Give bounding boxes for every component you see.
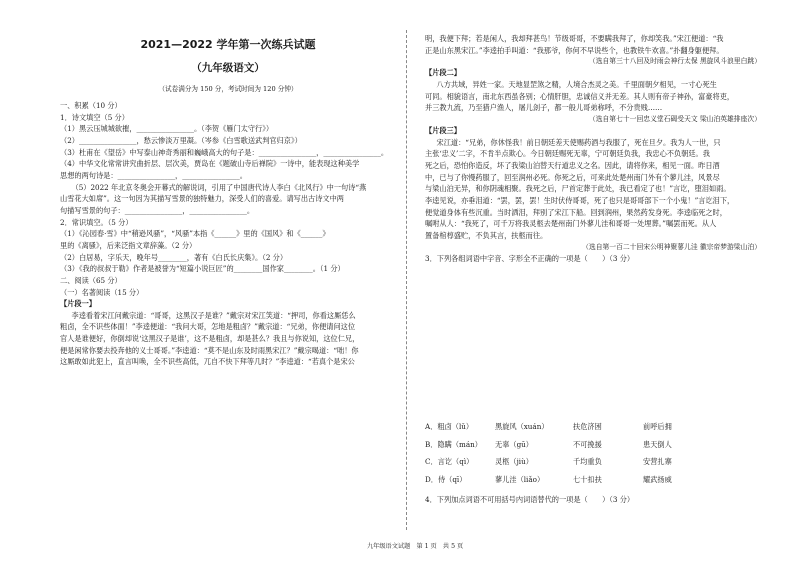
q3-option-cell: 患天倒人: [643, 439, 672, 449]
right-text-line: （选自第三十八回及时雨会神行太保 黑旋风斗浪里白跳）: [588, 57, 761, 66]
right-text-line: 中，已与了你慢药服了，回至润州必死。你死之后，可来此处楚州南门外有个蓼儿洼，风景尽: [425, 172, 720, 182]
right-text-line: 与梁山泊无异，和你阴魂相聚。我死之后，尸首定葬于此处，我已看定了也！”言讫，堕泪如雨。: [425, 184, 731, 194]
left-text-line: （2）________________，愁云惨淡万里凝。（岑参《白雪歌送武判官归京》）: [60, 135, 302, 145]
left-text-line: 一、积累（10 分）: [60, 101, 122, 110]
page-subtitle: （九年级语文）: [191, 62, 265, 74]
left-text-line: 2．常识填空。（5 分）: [60, 217, 133, 227]
right-text-line: 八方共域，异姓一家。天地显罡煞之精，人境合杰灵之美。千里面朝夕相见，一寸心死生: [436, 79, 717, 89]
left-text-line: 1．诗文填空（5 分）: [60, 112, 129, 122]
right-text-line: （选自第七十一回忠义堂石碣受天文 梁山泊英雄排座次）: [588, 114, 761, 123]
q3-option-cell: 前呼后拥: [643, 422, 672, 431]
right-text-line: 【片段二】: [425, 68, 461, 78]
q3-option-cell: 无辜（gū）: [495, 439, 533, 449]
left-text-line: （1）黑云压城城欲摧，________________。（李贺《雁门太守行》）: [60, 124, 274, 134]
left-text-line: 山雪花大如席”。这一句因为其描写雪景的独特魅力，深受人们的喜爱。请写出古诗文中两: [60, 194, 344, 204]
left-body: [60, 100, 396, 368]
left-text-line: （4）中华文化常常讲究曲折层、层次美，贾岛在《题破山寺后禅院》一诗中，能表现这种美学: [60, 159, 360, 169]
right-text-line: 宋江道：“兄弟，你休怪我！前日朝廷差天使赐药酒与我服了，死在旦夕。我为人一世，只: [436, 137, 721, 147]
right-text-line: 可同。相貌语言，南北东西虽各别；心情肝胆，忠诚信义并无差。其人则有帝子神孙，富豪将吏，: [425, 91, 735, 101]
left-text-line: （2）白居易，字乐天，晚年号________，著有《白氏长庆集》。（2 分）: [60, 252, 288, 262]
q3-option-cell: 蓼儿洼（liǎo）: [495, 474, 545, 484]
left-text-line: 这厮敢如此犯上，直言叫唤，全不识些高低，兀自不快下拜等几时？”李逵道：“若真个是宋公: [60, 357, 355, 367]
left-text-line: （1）《沁园春·雪》中“稍逊风骚”，“风骚”本指《______》里的《国风》和《______》: [60, 229, 330, 239]
q3-option-cell: A．粗卤（lǔ）: [425, 422, 474, 431]
q4-question: [425, 494, 761, 506]
left-text-line: （5）2022 年北京冬奥会开幕式的解说词，引用了中国唐代诗人李白《北风行》中一句诗“燕: [71, 182, 367, 192]
right-text-line: 明，我便下拜；若是闲人，我却拜甚鸟！节级哥哥，不要瞒我拜了，你却笑我。”宋江便道：“我: [425, 34, 724, 43]
right-text-line: 正是山东黑宋江。”李逵拍手叫道：“我那爷，你何不早说些个，也教铁牛欢喜。”扑翻身躯便拜。: [425, 45, 724, 55]
q3-option-cell: 扶危济困: [573, 422, 602, 431]
right-text-line: 主张‘忠义’二字，不肯半点欺心。今日朝廷赐死无辜，宁可朝廷负我，我忠心不负朝廷。我: [425, 149, 710, 159]
right-text-line: 并三教九流，乃至猎户渔人，屠儿刽子，都一般儿哥弟称呼，不分贵贱……: [425, 103, 663, 113]
left-text-line: 官人是谁便好，你倒却说‘这黑汉子是谁’，这不是粗卤，却是甚么？我且与你说知，这位仁兄，: [60, 334, 360, 344]
left-text-line: （一）名著阅读（15 分）: [60, 287, 144, 297]
right-body: [425, 33, 761, 264]
q3-options: [425, 421, 761, 492]
right-text-line: 【片段三】: [425, 125, 461, 135]
q3-option-row: [425, 474, 761, 486]
right-text-line: 3．下列各组词语中字音、字形全不正确的一项是（ ）（3 分）: [425, 253, 635, 263]
q3-option-cell: 耀武扬威: [643, 474, 672, 484]
left-text-line: 思想的两句诗是：________________，________________。: [60, 170, 247, 180]
page-footer: 九年级语文试题 第 1 页 共 5 页: [367, 543, 464, 550]
left-text-line: 李逵看着宋江问戴宗道：“哥哥，这黑汉子是谁？”戴宗对宋江笑道：“押司，你看这厮恁么: [71, 310, 356, 320]
q3-option-cell: D．侍（qī）: [425, 474, 467, 484]
q3-option-row: [425, 421, 761, 433]
q3-option-row: [425, 439, 761, 451]
q3-option-row: [425, 456, 761, 468]
left-text-line: 粗卤，全不识些体面！”李逵便道：“我问大哥，怎地是粗卤？”戴宗道：“兄弟，你便请问这位: [60, 322, 356, 332]
right-text-line: 李逵见说，亦垂泪道：“罢，罢，罢！生时伏侍哥哥，死了也只是哥哥部下一个小鬼！”言讫泪下，: [425, 195, 735, 205]
left-column: [60, 0, 396, 561]
left-text-line: 【片段一】: [60, 299, 96, 309]
left-text-line: （3）《我的叔叔于勒》作者是被誉为“短篇小说巨匠”的________国作家________。（1 分）: [60, 264, 345, 274]
right-text-line: 嘱咐从人：“我死了，可千万将我灵柩去楚州南门外蓼儿洼和哥哥一处埋葬。”嘱罢而死。从人: [425, 219, 717, 229]
q4-text: 4．下列加点词语不可用括号内词语替代的一项是（ ）（3 分）: [425, 495, 635, 504]
page-title: 2021—2022 学年第一次练兵试题: [140, 38, 316, 51]
q3-option-cell: 七十扣扶: [573, 474, 602, 484]
right-column: [425, 0, 761, 561]
q3-option-cell: B．隐瞒（mán）: [425, 439, 482, 449]
left-text-line: （3）杜甫在《望岳》中写泰山神奇秀丽和巍峨高大的句子是：________________，________________。: [60, 147, 389, 157]
right-text-line: 死之后，恐怕你造反，坏了我梁山泊替天行道忠义之名。因此，请将你来，相见一面。昨日酒: [425, 160, 720, 170]
q3-option-cell: 灵柩（jiù）: [495, 457, 533, 467]
left-text-line: 里的《离骚》，后来泛指文章辞藻。（2 分）: [60, 240, 197, 250]
right-text-line: 置备棺椁盛贮，不负其言，扶柩而往。: [425, 230, 548, 240]
q3-option-cell: 黑旋风（xuán）: [495, 422, 549, 431]
right-text-line: 便觉道身体有些沉重。当时洒泪，拜别了宋江下船。回到润州，果然药发身死。李逵临死之时，: [425, 207, 727, 217]
q3-option-cell: 不可挽援: [573, 439, 602, 449]
right-text-line: （选自第一百二十回宋公明神聚蓼儿洼 徽宗帝梦游梁山泊）: [582, 242, 761, 251]
q3-option-cell: 安营扎寨: [643, 457, 672, 467]
column-divider: [406, 30, 407, 530]
q3-option-cell: C．言讫（qì）: [425, 457, 474, 467]
exam-note: （试卷满分为 150 分，考试时间为 120 分钟）: [158, 85, 298, 93]
left-text-line: 二、阅读（65 分）: [60, 275, 122, 285]
q3-option-cell: 千均重负: [573, 457, 602, 467]
left-text-line: 句描写雪景的句子：________________，________________。: [60, 205, 255, 215]
left-text-line: 便是闲常你要去投奔他的义士哥哥。”李逵道：“莫不是山东及时雨黑宋江？”戴宗喝道：“咄！你: [60, 345, 359, 355]
